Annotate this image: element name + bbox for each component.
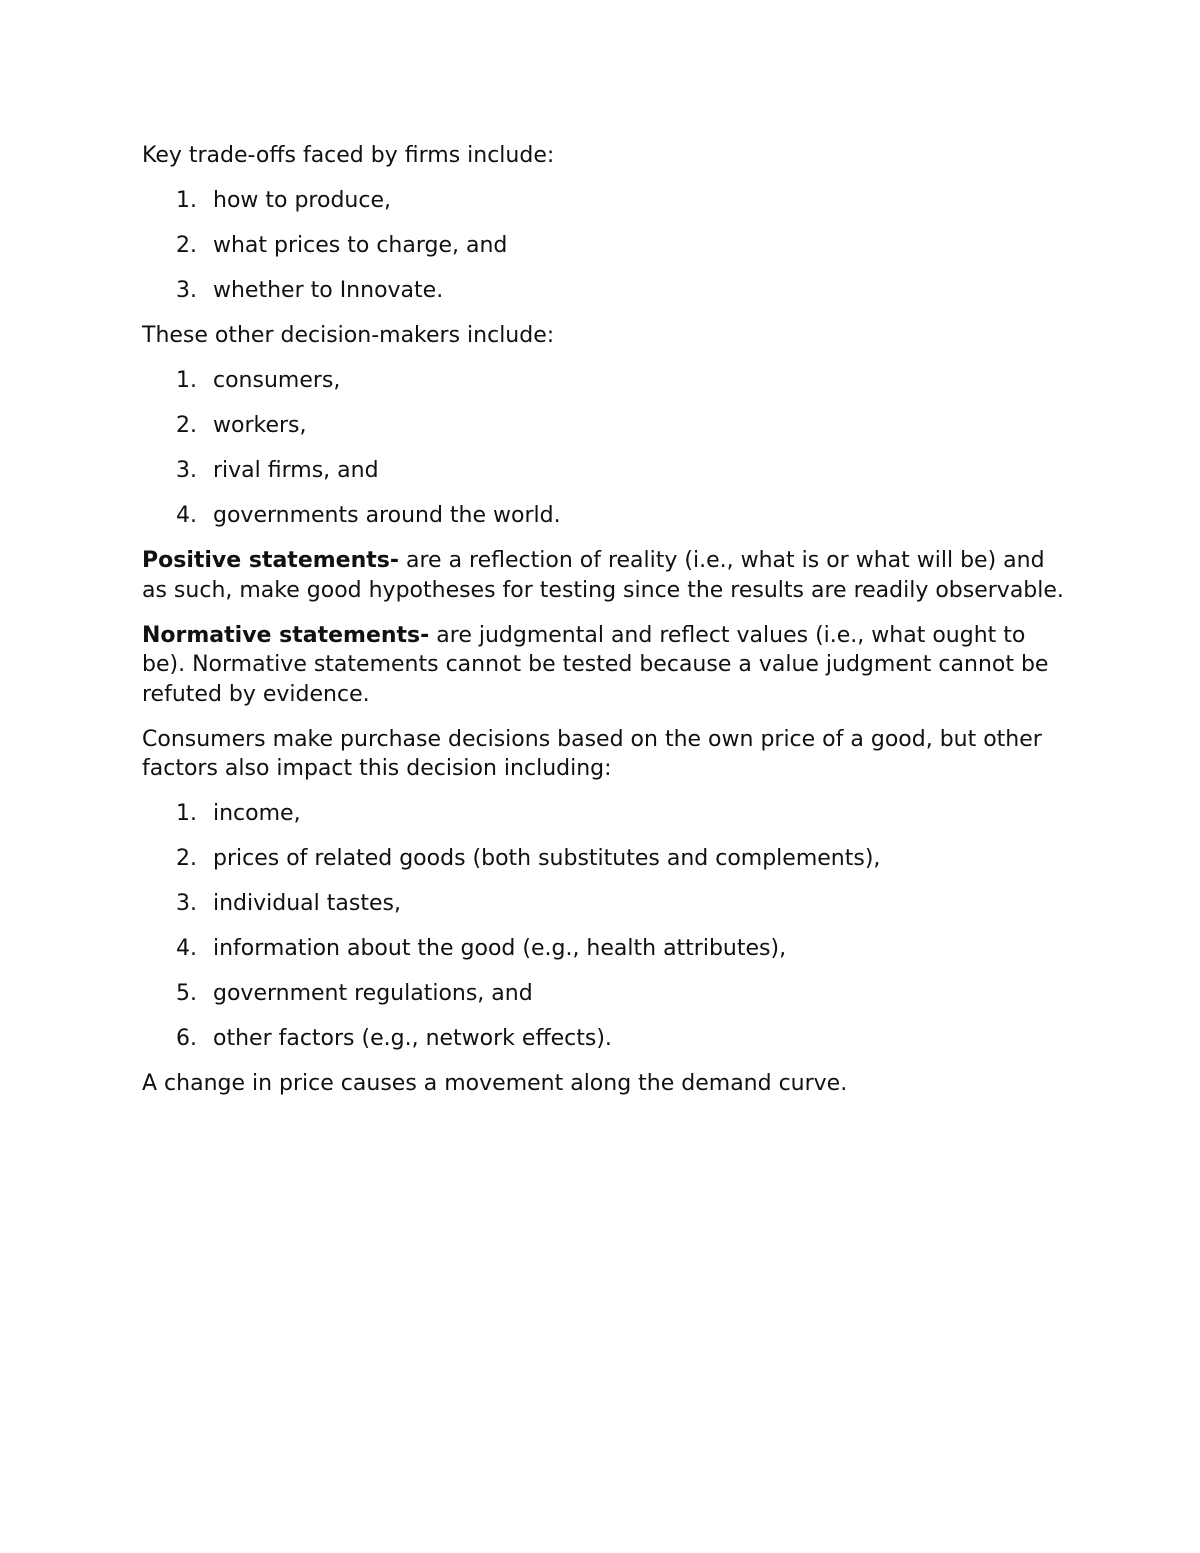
list-number: 3. [176,458,197,483]
list-number: 2. [176,413,197,438]
list-item-text: workers, [213,413,307,438]
positive-statements-paragraph [142,546,1072,605]
list-item-text: other factors (e.g., network effects). [213,1026,612,1051]
consumer-factors-list [142,799,1072,1054]
list-item-text: government regulations, and [213,981,533,1006]
list-item-text: individual tastes, [213,891,401,916]
list-number: 2. [176,233,197,258]
closing-statement: A change in price causes a movement along the demand curve. [142,1071,848,1096]
list-item [142,889,1072,919]
list-item [142,231,1072,261]
positive-statements-definition: are a reflection of reality (i.e., what is or what will be) and as such, make good hypotheses for testing since the results are readily observable. [142,548,1064,603]
list-item-text: governments around the world. [213,503,561,528]
list-item-text: whether to Innovate. [213,278,444,303]
decision-makers-list [142,366,1072,531]
list-number: 3. [176,278,197,303]
list-number: 4. [176,936,197,961]
list-number: 2. [176,846,197,871]
list-item [142,844,1072,874]
firms-intro: Key trade-offs faced by firms include: [142,143,555,168]
consumers-intro: Consumers make purchase decisions based on the own price of a good, but other factors also impact this decision including: [142,726,1042,781]
list-item [142,186,1072,216]
list-number: 5. [176,981,197,1006]
list-item [142,456,1072,486]
decision-makers-intro: These other decision-makers include: [142,323,555,348]
list-item-text: information about the good (e.g., health attributes), [213,936,787,961]
document-page [142,141,1072,1114]
list-item [142,934,1072,964]
list-item [142,799,1072,829]
list-number: 6. [176,1026,197,1051]
list-item [142,501,1072,531]
firms-tradeoffs-list [142,186,1072,306]
positive-statements-term: Positive statements- [142,548,399,573]
normative-statements-paragraph [142,621,1072,710]
list-item-text: prices of related goods (both substitutes and complements), [213,846,881,871]
list-number: 1. [176,368,197,393]
list-number: 3. [176,891,197,916]
list-item-text: consumers, [213,368,341,393]
list-item [142,411,1072,441]
list-item [142,979,1072,1009]
list-item-text: income, [213,801,301,826]
list-number: 1. [176,801,197,826]
list-item [142,366,1072,396]
list-item-text: how to produce, [213,188,391,213]
list-number: 4. [176,503,197,528]
normative-statements-term: Normative statements- [142,622,430,648]
list-item-text: rival firms, and [213,458,379,483]
normative-statements-definition: are judgmental and reflect values (i.e., what ought to be). Normative statements cannot be tested because a value judgment cannot be refuted by evidence. [142,622,1049,707]
list-number: 1. [176,188,197,213]
list-item-text: what prices to charge, and [213,233,508,258]
list-item [142,1024,1072,1054]
list-item [142,276,1072,306]
